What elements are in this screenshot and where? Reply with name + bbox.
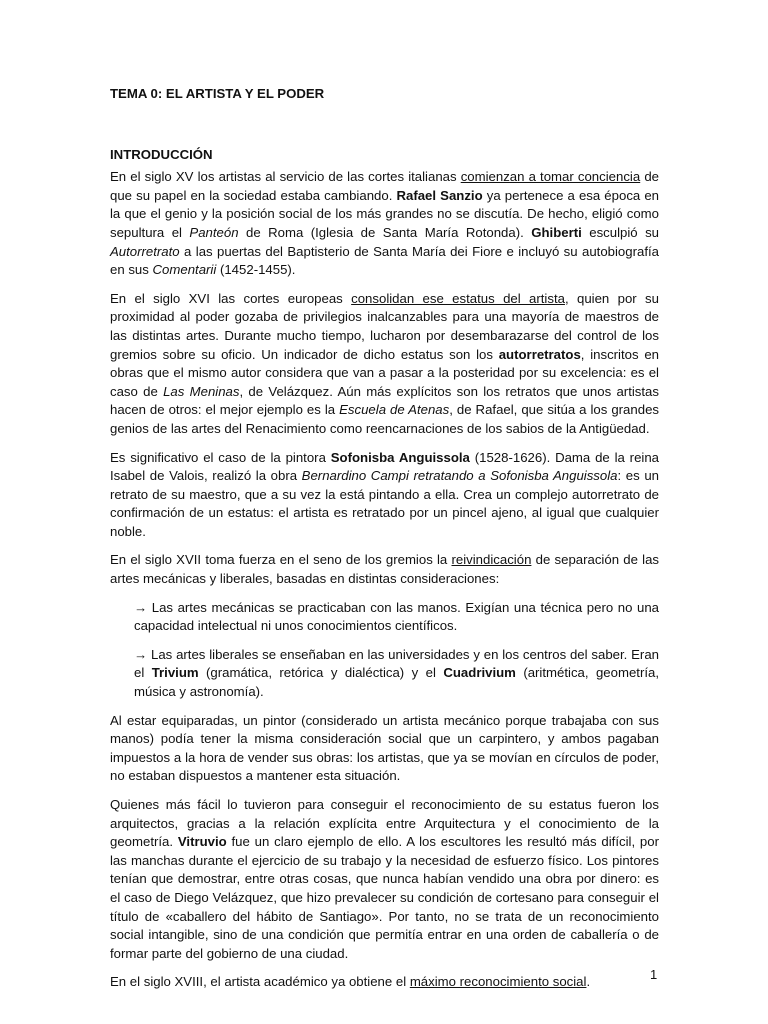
section-heading: INTRODUCCIÓN [110,146,213,162]
document-body [110,85,659,1002]
paragraph-siglo-xviii: En el siglo XVIII, el artista académico ya obtiene el máximo reconocimiento social. [110,974,591,990]
paragraph-siglo-xvi: En el siglo XVI las cortes europeas consolidan ese estatus del artista, quien por su proximidad al poder gozaba de privilegios inalcanzables para una mayoría de maestros de las distintas artes. Durante mucho tiempo, lucharon por desembarazarse del control de los gremios sobre su oficio. Un indicador de dicho estatus son los autorretratos, inscritos en obras que el mismo autor considera que van a pasar a la posteridad por su excelencia: es el caso de Las Meninas, de Velázquez. Aún más explícitos son los retratos que unos artistas hacen de otros: el mejor ejemplo es la Escuela de Atenas, de Rafael, que sitúa a los grandes genios de las artes del Renacimiento como reencarnaciones de los sabios de la Antigüedad. [110,290,659,436]
arrow-icon: → [134,646,148,662]
paragraph-siglo-xvii: En el siglo XVII toma fuerza en el seno de los gremios la reivindicación de separación de las artes mecánicas y liberales, basadas en distintas consideraciones: [110,552,659,587]
page-number: 1 [650,967,658,982]
arrow-icon: → [134,599,148,615]
paragraph-equiparadas: Al estar equiparadas, un pintor (considerado un artista mecánico porque trabajaba con sus manos) podía tener la misma consideración social que un carpintero, y ambos pagaban impuestos a la hora de vender sus obras: los artistas, que ya se movían en círculos de poder, no estaban dispuestos a mantener esta situación. [110,712,659,784]
document-title: TEMA 0: EL ARTISTA Y EL PODER [110,86,325,101]
list-item-artes-mecanicas: → Las artes mecánicas se practicaban con las manos. Exigían una técnica pero no una capacidad intelectual ni unos conocimientos científicos. [134,599,659,634]
paragraph-siglo-xv: En el siglo XV los artistas al servicio de las cortes italianas comienzan a tomar conciencia de que su papel en la sociedad estaba cambiando. Rafael Sanzio ya pertenece a esa época en la que el genio y la posición social de los más grandes no se discutía. De hecho, eligió como sepultura el Panteón de Roma (Iglesia de Santa María Rotonda). Ghiberti esculpió su Autorretrato a las puertas del Baptisterio de Santa María dei Fiore e incluyó su autobiografía en sus Comentarii (1452-1455). [110,169,660,278]
paragraph-reconocimiento: Quienes más fácil lo tuvieron para conseguir el reconocimiento de su estatus fueron los arquitectos, gracias a la relación explícita entre Arquitectura y el conocimiento de la geometría. Vitruvio fue un claro ejemplo de ello. A los escultores les resultó más difícil, por las manchas durante el ejercicio de su trabajo y la necesidad de esfuerzo físico. Los pintores tenían que demostrar, entre otras cosas, que nunca habían vendido una obra por dinero: es el caso de Diego Velázquez, que hizo prevalecer su condición de cortesano para conseguir el título de «caballero del hábito de Santiago». Por tanto, no se trata de un reconocimiento social intangible, sino de una condición que permitía entrar en una orden de caballería o de formar parte del gobierno de una ciudad. [110,797,659,961]
list-item-artes-liberales: → Las artes liberales se enseñaban en las universidades y en los centros del saber. Eran el Trivium (gramática, retórica y dialéctica) y el Cuadrivium (aritmética, geometría, música y astronomía). [134,646,659,700]
paragraph-sofonisba: Es significativo el caso de la pintora Sofonisba Anguissola (1528-1626). Dama de la reina Isabel de Valois, realizó la obra Bernardino Campi retratando a Sofonisba Anguissola: es un retrato de su maestro, que a su vez la está pintando a ella. Crea un complejo autorretrato de confirmación de un estatus: el artista es retratado por un pincel ajeno, al igual que cualquier noble. [110,449,660,539]
